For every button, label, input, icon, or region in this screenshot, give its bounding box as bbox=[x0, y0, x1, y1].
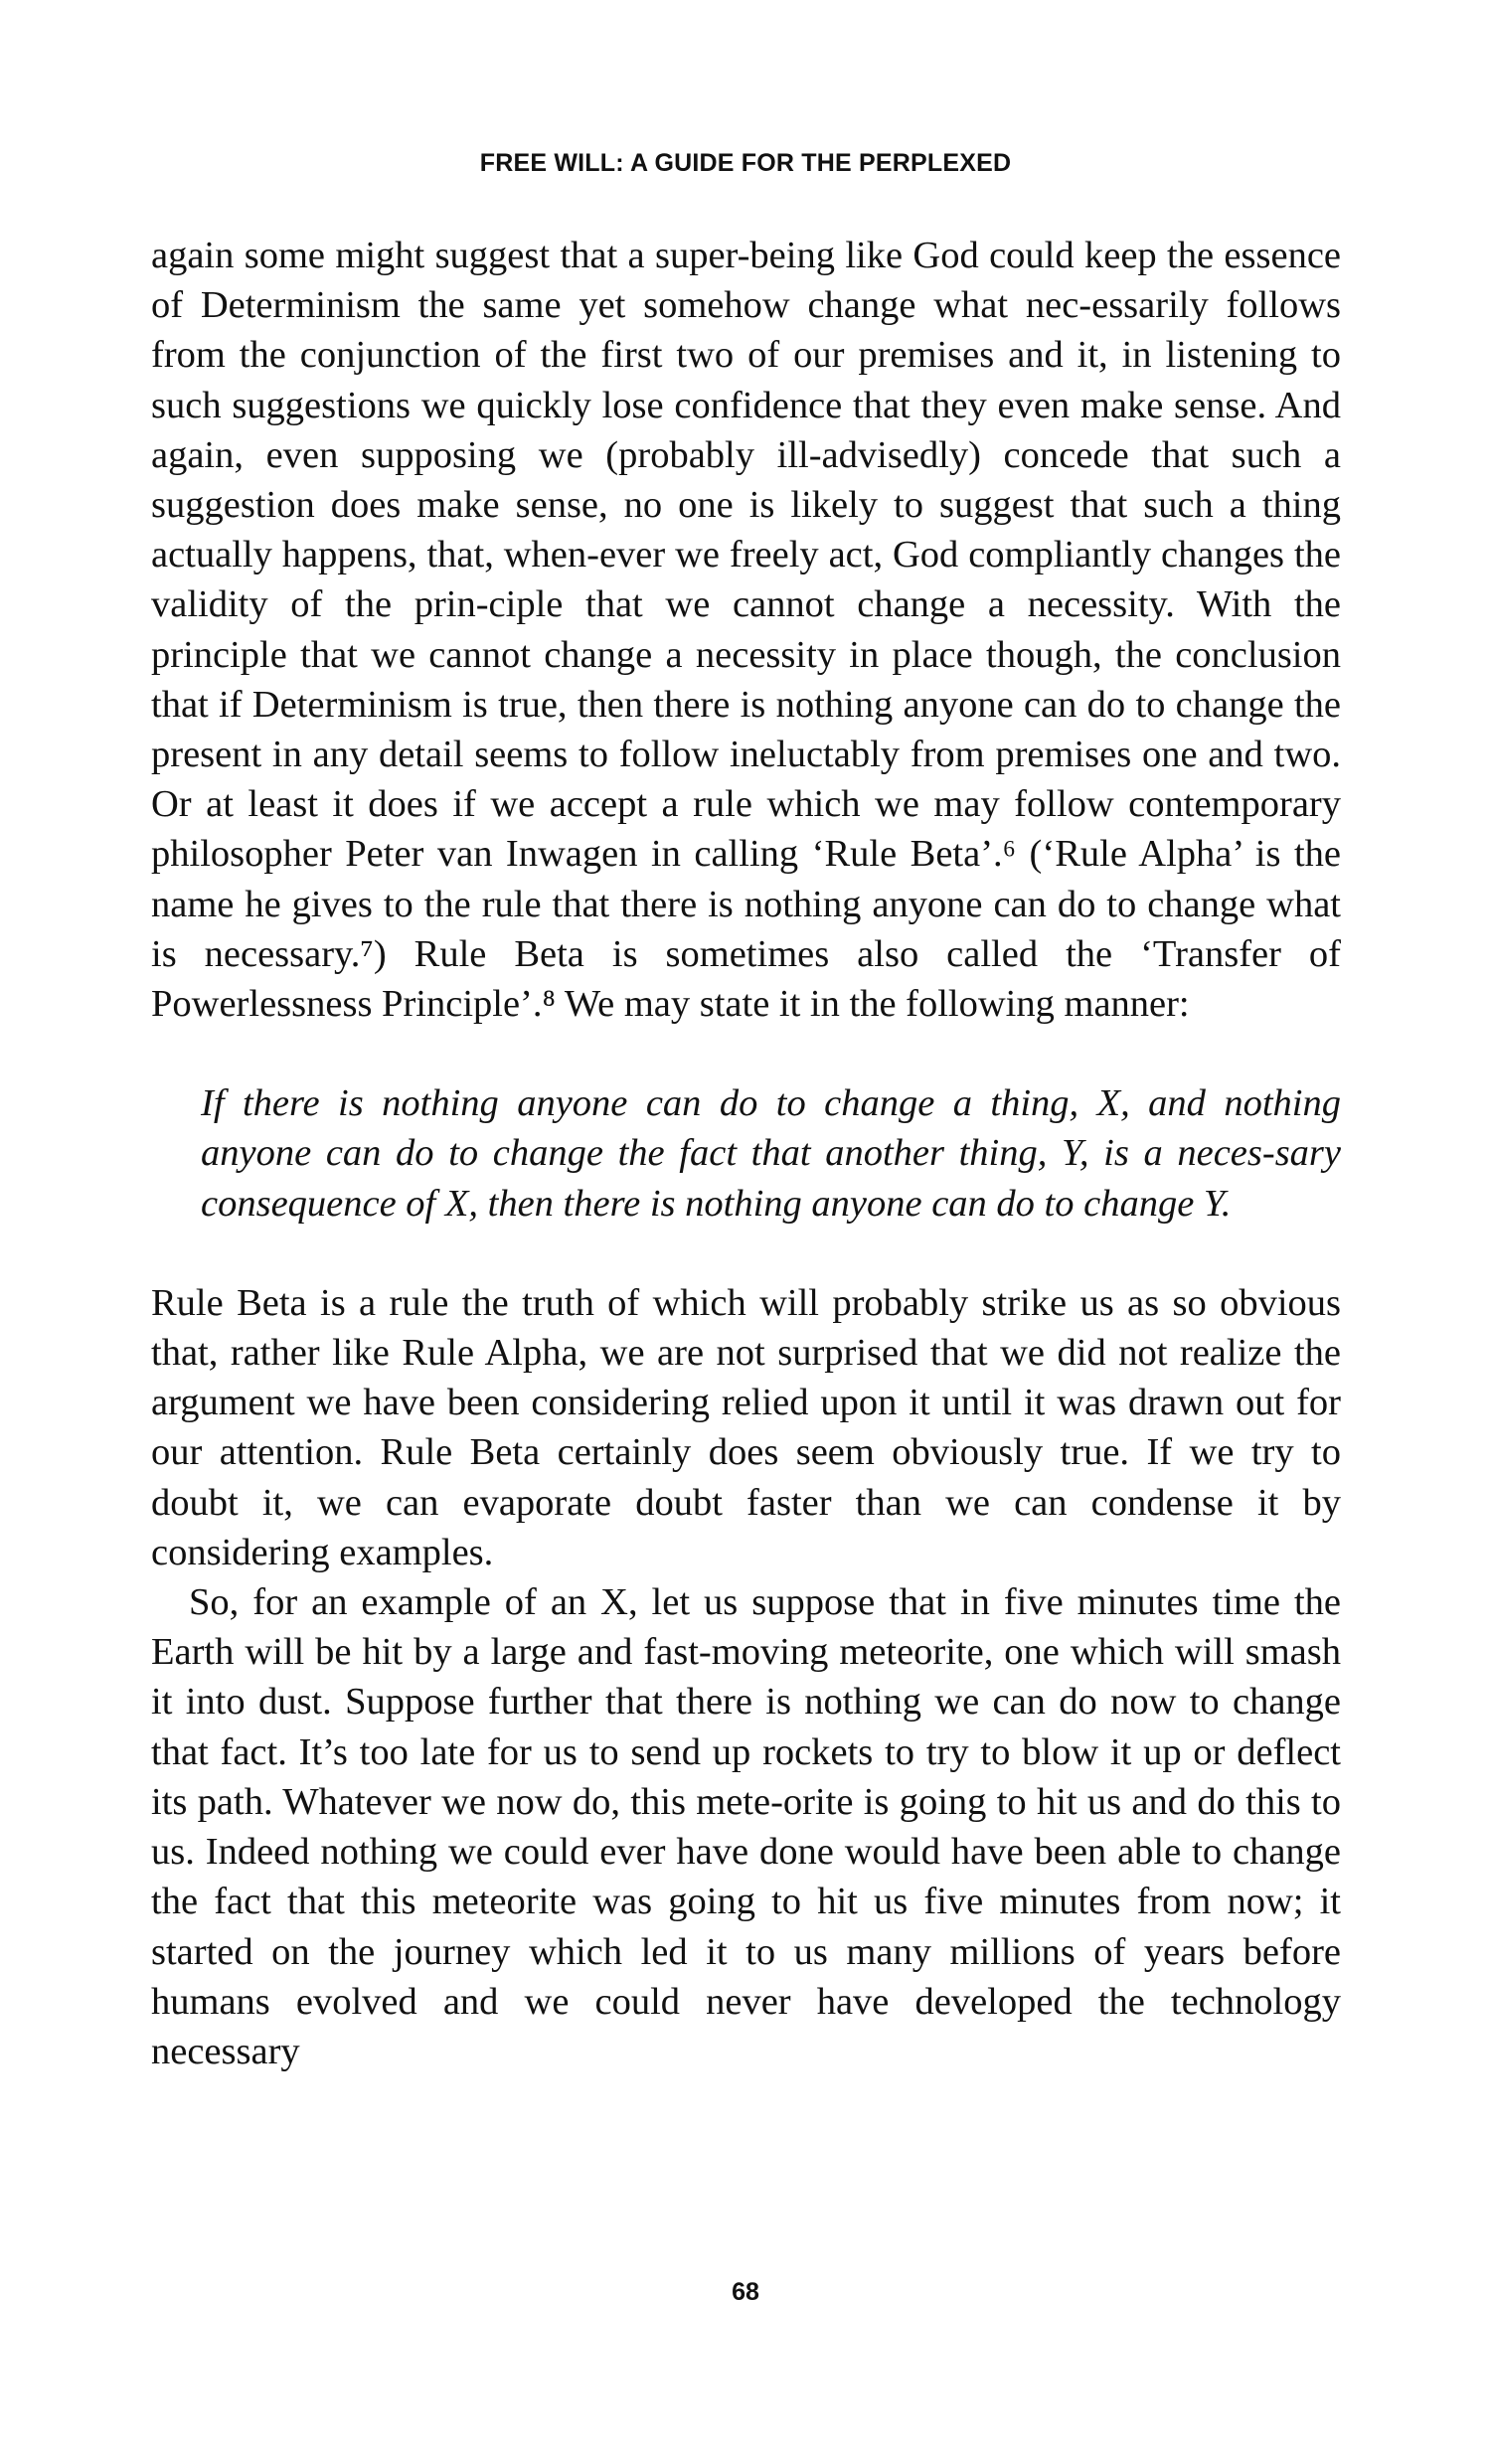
paragraph-meteorite-example: So, for an example of an X, let us suppose that in five minutes time the Earth will be hit by a large and fast-moving meteorite, one which will smash it into dust. Suppose further that there is nothing we can do now to change that fact. It’s too late for us to send up rockets to try to blow it up or deflect its path. Whatever we now do, this mete-orite is going to hit us and do this to us. Indeed nothing we could ever have done would have been able to change the fact that this meteorite was going to hit us five minutes from now; it started on the journey which led it to us many millions of years before humans evolved and we could never have developed the technology necessary bbox=[151, 1581, 1341, 2072]
paragraph-rule-beta: Rule Beta is a rule the truth of which will probably strike us as so obvious that, rather like Rule Alpha, we are not surprised that we did not realize the argument we have been considering relied upon it until it was drawn out for our attention. Rule Beta certainly does seem obviously true. If we try to doubt it, we can evaporate doubt faster than we can condense it by considering examples. bbox=[151, 1281, 1341, 1573]
page-number: 68 bbox=[732, 2278, 759, 2306]
running-head: FREE WILL: A GUIDE FOR THE PERPLEXED bbox=[479, 149, 1012, 177]
paragraph-continued: again some might suggest that a super-being like God could keep the essence of Determinism the same yet somehow change what nec-essarily follows from the conjunction of the first two of our premises and it, in listening to such suggestions we quickly lose confidence that they even make sense. And again, even supposing we (probably ill-advisedly) concede that such a suggestion does make sense, no one is likely to suggest that such a thing actually happens, that, when-ever we freely act, God compliantly changes the validity of the prin-ciple that we cannot change a necessity. With the principle that we cannot change a necessity in place though, the conclusion that if Determinism is true, then there is nothing anyone can do to change the present in any detail seems to follow ineluctably from premises one and two. Or at least it does if we accept a rule which we may follow contemporary philosopher Peter van Inwagen in calling ‘Rule Beta’.⁶ (‘Rule Alpha’ is the name he gives to the rule that there is nothing anyone can do to change what is necessary.⁷) Rule Beta is sometimes also called the ‘Transfer of Powerlessness Principle’.⁸ We may state it in the following manner: bbox=[151, 235, 1341, 1026]
rule-beta-quote: If there is nothing anyone can do to change a thing, X, and nothing anyone can do to change the fact that another thing, Y, is a neces-sary consequence of X, then there is nothing anyone can do to change Y. bbox=[201, 1082, 1341, 1225]
body-text bbox=[151, 231, 1341, 2076]
